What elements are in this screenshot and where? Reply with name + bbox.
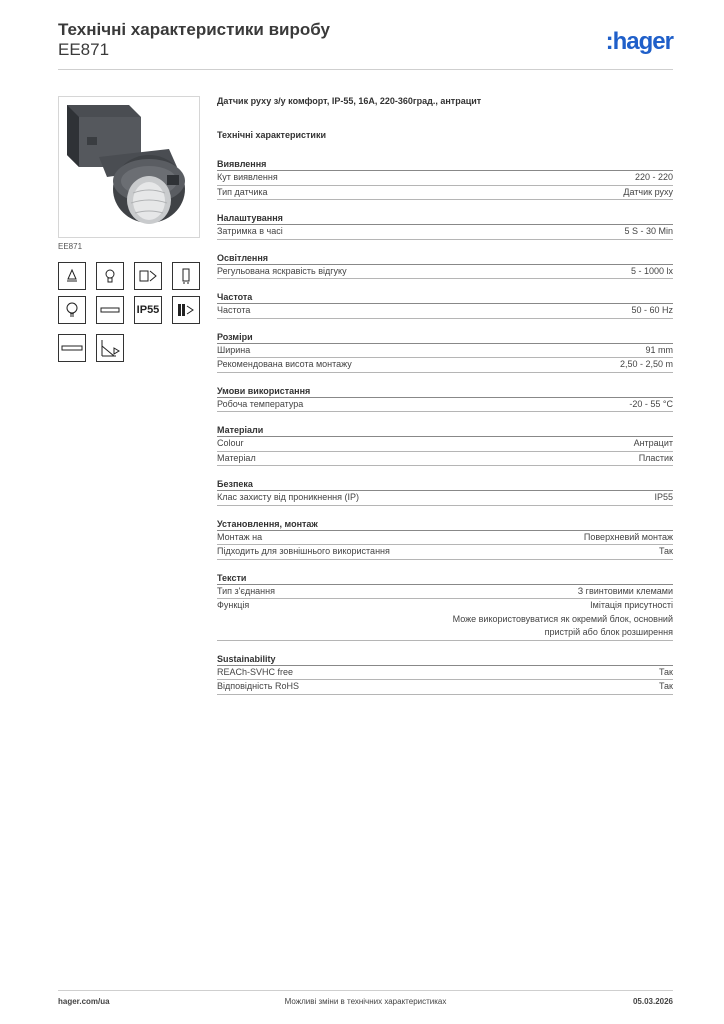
spec-value: [584, 531, 673, 545]
spec-group-title: Матеріали: [217, 424, 673, 437]
spec-label: Робоча температура: [217, 398, 304, 409]
spec-value: [629, 398, 673, 412]
spec-value: [645, 344, 673, 358]
spec-row: [217, 491, 673, 506]
spec-group-title: Установлення, монтаж: [217, 518, 673, 531]
spec-row: [217, 358, 673, 373]
spec-row: [217, 171, 673, 186]
header-divider: [58, 69, 673, 70]
spec-row: [217, 666, 673, 681]
spec-group: [217, 518, 673, 560]
spec-label: Монтаж на: [217, 531, 263, 542]
hager-logo: :hager: [605, 28, 673, 55]
image-caption: EE871: [58, 242, 83, 251]
spec-value: [578, 585, 673, 599]
spec-group-title: Тексти: [217, 572, 673, 585]
spec-groups: [217, 158, 673, 695]
spec-group: [217, 158, 673, 200]
spec-label: Відповідність RoHS: [217, 681, 299, 691]
spec-label: Кут виявлення: [217, 172, 278, 182]
spec-group: [217, 478, 673, 506]
product-code: EE871: [58, 40, 110, 59]
spec-group-title: Частота: [217, 291, 673, 304]
tube-lamp-icon: [96, 296, 124, 324]
spec-label: Матеріал: [217, 452, 256, 463]
document-title: Технічні характеристики виробу: [58, 20, 330, 39]
spec-label: Підходить для зовнішнього використання: [217, 546, 390, 556]
spec-row: [217, 531, 673, 546]
spec-row: [217, 344, 673, 359]
spec-value-line: Імітація присутності: [590, 600, 673, 610]
motion-sensor-illustration: [59, 97, 199, 237]
spec-row: [217, 186, 673, 201]
spec-label: REACh-SVHC free: [217, 666, 294, 677]
spec-row: [217, 585, 673, 600]
spec-value-line: Може використовуватися як окремий блок, основний: [452, 613, 673, 624]
specifications-heading: Технічні характеристики: [217, 130, 326, 140]
spec-value: [639, 452, 673, 466]
ballast-icon: [172, 296, 200, 324]
footer-date: 05.03.2026: [632, 997, 673, 1006]
spec-group: [217, 385, 673, 413]
spec-value-line: 5 S - 30 Min: [624, 226, 673, 236]
spec-value: [620, 358, 673, 372]
footer-notice: Можливі зміни в технічних характеристиках: [284, 997, 447, 1006]
spec-value-line: 220 - 220: [634, 172, 673, 182]
spec-row: [217, 545, 673, 560]
spec-value-line: Антрацит: [633, 438, 673, 448]
specifications-panel: [217, 96, 673, 707]
spec-row: [217, 304, 673, 319]
spec-value: [631, 265, 673, 279]
spec-value: [659, 545, 673, 559]
spec-label: Клас захисту від проникнення (IP): [217, 492, 360, 502]
spec-label: Частота: [217, 305, 251, 315]
spec-row: [217, 265, 673, 280]
footer-divider: [58, 990, 673, 991]
spec-group: [217, 252, 673, 280]
spec-row: [217, 599, 673, 641]
linear-lamp-icon: [58, 334, 86, 362]
spec-group: [217, 653, 673, 695]
spec-value: [654, 491, 673, 505]
spec-group: [217, 331, 673, 373]
spec-label: Тип з'єднання: [217, 585, 275, 596]
spec-label: Затримка в часі: [217, 226, 283, 236]
spec-value: [634, 437, 673, 451]
spec-group: [217, 291, 673, 319]
lamp-shade-icon: [58, 262, 86, 290]
spec-value: [453, 599, 673, 640]
ip-rating-icon: IP55: [134, 296, 162, 324]
spec-group: [217, 212, 673, 240]
spec-value: [659, 680, 673, 694]
spec-group-title: Sustainability: [217, 653, 673, 666]
spec-value-line: Так: [658, 546, 673, 556]
spec-value-line: пристрій або блок розширення: [544, 627, 673, 637]
spec-value: [624, 225, 673, 239]
spec-value-line: 2,50 - 2,50 m: [619, 359, 673, 369]
product-name: Датчик руху з/у комфорт, IP-55, 16A, 220-360град., антрацит: [217, 96, 482, 106]
spec-label: Тип датчика: [217, 186, 268, 197]
spec-group-title: Безпека: [217, 478, 673, 491]
page-header: [58, 20, 673, 68]
product-image: [58, 96, 200, 238]
spec-row: [217, 398, 673, 413]
spec-value-line: Датчик руху: [623, 186, 673, 197]
spec-row: [217, 225, 673, 240]
light-bulb-icon: [58, 296, 86, 324]
spec-row: [217, 437, 673, 452]
spec-value-line: Так: [658, 666, 673, 677]
dimmer-icon: [134, 262, 162, 290]
spec-group-title: Налаштування: [217, 212, 673, 225]
spec-value-line: 91 mm: [645, 344, 673, 355]
spec-value: [635, 171, 673, 185]
spec-label: Регульована яскравість відгуку: [217, 265, 347, 276]
spec-value-line: IP55: [654, 492, 673, 502]
spec-value-line: -20 - 55 °C: [629, 398, 673, 409]
spec-label: Colour: [217, 438, 244, 448]
spec-label: Функція: [217, 600, 250, 610]
spec-value-line: Так: [658, 681, 673, 691]
footer-website[interactable]: hager.com/ua: [58, 997, 110, 1006]
spec-value: [659, 666, 673, 680]
spec-group-title: Освітлення: [217, 252, 673, 265]
spec-row: [217, 680, 673, 695]
spec-value-line: Поверхневий монтаж: [583, 531, 673, 542]
spec-value-line: 50 - 60 Hz: [631, 305, 673, 315]
spec-value-line: Пластик: [638, 452, 673, 463]
spec-label: Ширина: [217, 344, 251, 355]
spec-value-line: З гвинтовими клемами: [577, 585, 673, 596]
spec-group-title: Розміри: [217, 331, 673, 344]
bulb-base-icon: [96, 262, 124, 290]
spec-value-line: 5 - 1000 lx: [630, 265, 673, 276]
spec-value: [623, 186, 673, 200]
spec-group: [217, 572, 673, 641]
fluorescent-tube-icon: [172, 262, 200, 290]
surface-mount-sensor-icon: [96, 334, 124, 362]
spec-group-title: Умови використання: [217, 385, 673, 398]
spec-group-title: Виявлення: [217, 158, 673, 171]
spec-row: [217, 452, 673, 467]
spec-value: [631, 304, 673, 318]
spec-label: Рекомендована висота монтажу: [217, 359, 352, 369]
spec-group: [217, 424, 673, 466]
